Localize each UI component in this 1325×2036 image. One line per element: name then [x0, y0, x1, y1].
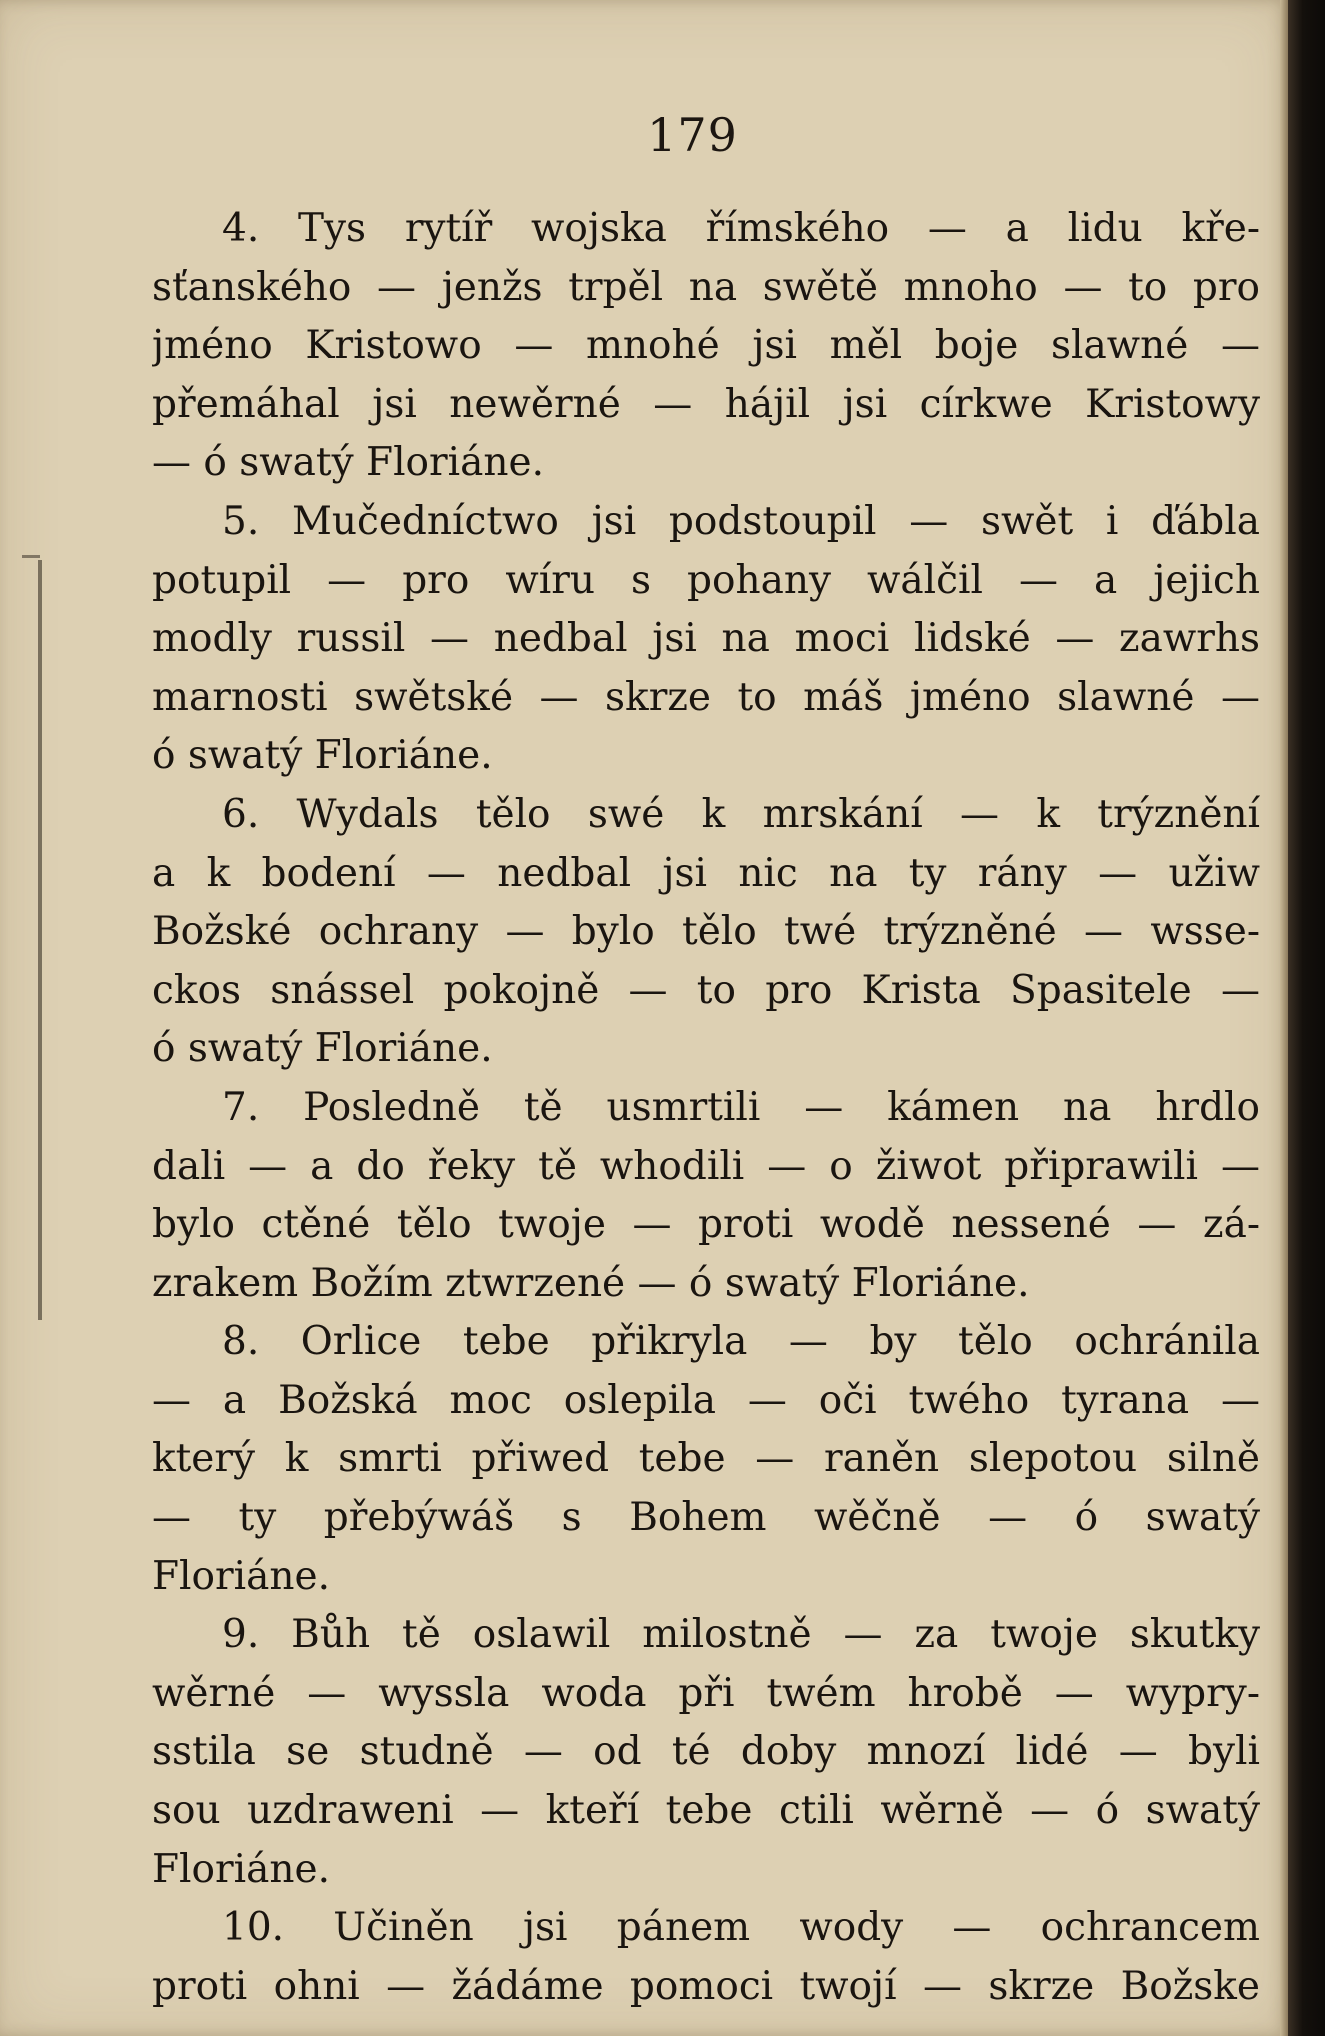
litany-text — [152, 200, 1260, 2016]
text-line: 7. Posledně tě usmrtili — kámen na hrdlo — [222, 1084, 1260, 1130]
text-line: sťanského — jenžs trpěl na swětě mnoho — to pro — [152, 264, 1260, 310]
text-line: sou uzdraweni — kteří tebe ctili wěrně — ó swatý — [152, 1788, 1260, 1834]
text-line: který k smrti přiwed tebe — raněn slepotou silně — [152, 1436, 1260, 1482]
text-line: sstila se studně — od té doby mnozí lidé — byli — [152, 1729, 1260, 1775]
text-line: bylo ctěné tělo twoje — proti wodě nessené — zá- — [152, 1202, 1260, 1248]
text-line: wěrné — wyssla woda při twém hrobě — wypry- — [152, 1670, 1260, 1716]
book-spine — [1288, 0, 1325, 2036]
text-line: dali — a do řeky tě whodili — o žiwot připrawili — — [152, 1143, 1260, 1189]
margin-tick-mark — [22, 555, 40, 558]
text-line: ó swatý Floriáne. — [152, 1026, 493, 1072]
text-line: 8. Orlice tebe přikryla — by tělo ochránila — [222, 1319, 1260, 1365]
text-line: 9. Bůh tě oslawil milostně — za twoje skutky — [222, 1612, 1260, 1658]
page-edge — [1280, 0, 1288, 2036]
text-line: Božské ochrany — bylo tělo twé trýzněné — wsse- — [152, 909, 1260, 955]
margin-rule-mark — [38, 560, 42, 1320]
text-line: ckos snássel pokojně — to pro Krista Spasitele — — [152, 967, 1260, 1013]
text-line: — ty přebýwáš s Bohem wěčně — ó swatý — [152, 1495, 1260, 1541]
text-line: 6. Wydals tělo swé k mrskání — k trýznění — [222, 791, 1260, 837]
text-line: ó swatý Floriáne. — [152, 733, 493, 779]
text-line: přemáhal jsi newěrné — hájil jsi církwe Kristowy — [152, 381, 1260, 427]
text-line: — a Božská moc oslepila — oči twého tyrana — — [152, 1377, 1260, 1423]
text-line: 4. Tys rytíř wojska římského — a lidu kře- — [222, 206, 1260, 251]
text-line: zrakem Božím ztwrzené — ó swatý Floriáne. — [152, 1260, 1030, 1306]
text-line: jméno Kristowo — mnohé jsi měl boje slawné — — [152, 323, 1260, 369]
text-line: potupil — pro wíru s pohany wálčil — a jejich — [152, 557, 1260, 603]
page-number: 179 — [647, 108, 738, 162]
text-line: 5. Mučedníctwo jsi podstoupil — swět i ďábla — [222, 498, 1260, 544]
text-line: 10. Učiněn jsi pánem wody — ochrancem — [222, 1905, 1260, 1951]
text-line: Floriáne. — [152, 1846, 330, 1892]
text-line: proti ohni — žádáme pomoci twojí — skrze Božske — [152, 1963, 1260, 2009]
text-line: a k bodení — nedbal jsi nic na ty rány — užiw — [152, 850, 1260, 896]
text-line: modly russil — nedbal jsi na moci lidské — zawrhs — [152, 616, 1260, 662]
text-line: Floriáne. — [152, 1553, 330, 1599]
text-line: — ó swatý Floriáne. — [152, 440, 544, 486]
text-line: marnosti swětské — skrze to máš jméno slawné — — [152, 674, 1260, 720]
